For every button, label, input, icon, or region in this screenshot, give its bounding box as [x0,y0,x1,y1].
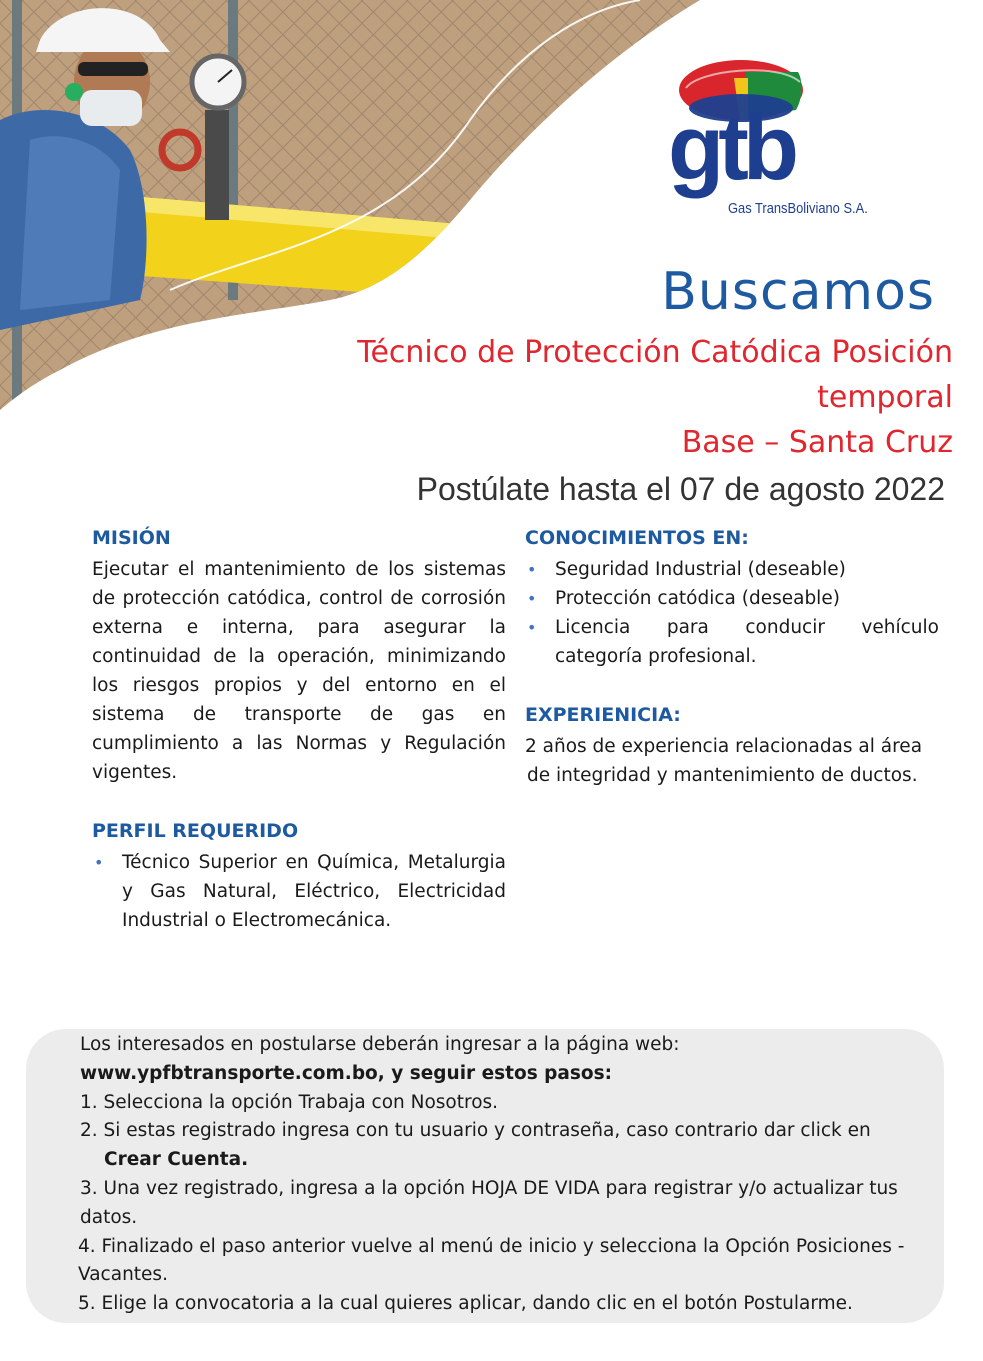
apply-intro: Los interesados en postularse deberán ingresar a la página web: [80,1034,680,1055]
company-name: Gas TransBoliviano S.A. [728,200,868,217]
headline: Buscamos [661,262,935,322]
profile-title: PERFIL REQUERIDO [92,820,299,842]
knowledge-item: • Licencia para conducir vehículo categoría profesional. [525,613,939,671]
job-location: Base – Santa Cruz [681,425,953,460]
spacer [92,787,506,816]
step-4-cont: Vacantes. [78,1264,168,1286]
knowledge-item: • Protección catódica (deseable) [525,584,939,613]
knowledge-title: CONOCIMIENTOS EN: [525,527,749,549]
step-2: 2. Si estas registrado ingresa con tu usuario y contraseña, caso contrario dar click en [80,1120,871,1142]
application-deadline: Postúlate hasta el 07 de agosto 2022 [416,471,945,507]
logo-mark: gtb [668,97,794,199]
mission-title: MISIÓN [92,527,171,549]
step-3: 3. Una vez registrado, ingresa a la opción HOJA DE VIDA para registrar y/o actualizar tus [80,1177,898,1199]
gtb-logo [668,58,898,223]
step-1: 1. Selecciona la opción Trabaja con Nosotros. [80,1091,499,1113]
experience-title: EXPERIENICIA: [525,704,681,726]
spacer [525,671,939,700]
apply-url[interactable]: www.ypfbtransporte.com.bo, y seguir estos pasos: [80,1062,613,1084]
experience-line2: de integridad y mantenimiento de ductos. [527,765,918,786]
job-title-line1: Técnico de Protección Catódica Posición [357,335,953,370]
profile-list [92,848,506,935]
mission-text: Ejecutar el mantenimiento de los sistemas de protección catódica, control de corrosión externa e interna, para asegurar la continuidad de la operación, minimizando los riesgos propios y del entorno en el sistema de transporte de gas en cumplimiento a las Normas y Regulación vigentes. [92,559,506,783]
step-5: 5. Elige la convocatoria a la cual quieres aplicar, dando clic en el botón Postularme. [78,1293,853,1315]
knowledge-list [525,555,939,671]
step-4: 4. Finalizado el paso anterior vuelve al menú de inicio y selecciona la Opción Posiciones - [78,1235,905,1257]
left-column [92,523,506,935]
profile-item: • Técnico Superior en Química, Metalurgia y Gas Natural, Eléctrico, Electricidad Industrial o Electromecánica. [92,848,506,935]
right-column [525,523,939,790]
experience-line1: 2 años de experiencia relacionadas al área [525,736,923,757]
job-title [253,330,953,465]
knowledge-item: • Seguridad Industrial (deseable) [525,555,939,584]
job-title-line2: temporal [817,380,953,415]
create-account-link: Crear Cuenta. [104,1149,249,1171]
application-steps [80,1031,950,1319]
step-3-cont: datos. [80,1206,138,1228]
